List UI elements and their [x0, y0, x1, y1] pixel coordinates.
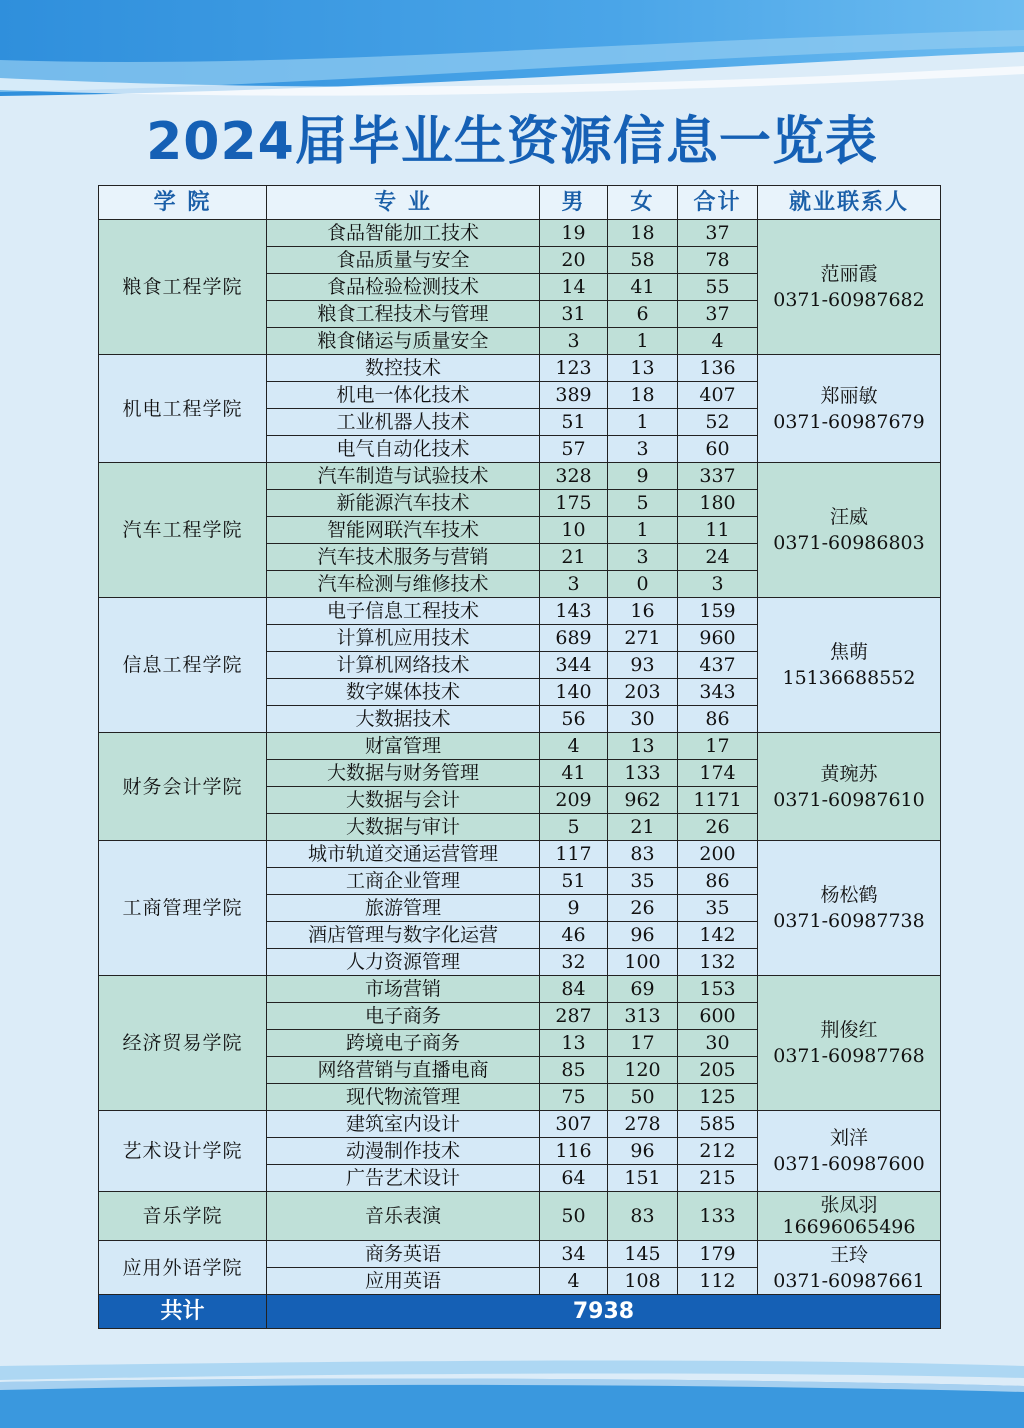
male-count: 56	[540, 706, 608, 733]
table-row	[99, 598, 941, 625]
female-count: 26	[608, 895, 678, 922]
female-count: 203	[608, 679, 678, 706]
major-name: 食品质量与安全	[267, 247, 540, 274]
header-female: 女	[608, 186, 678, 220]
male-count: 10	[540, 517, 608, 544]
major-name: 广告艺术设计	[267, 1165, 540, 1192]
contact-phone: 0371-60986803	[773, 532, 925, 554]
major-name: 建筑室内设计	[267, 1111, 540, 1138]
major-name: 数控技术	[267, 355, 540, 382]
male-count: 140	[540, 679, 608, 706]
college-name: 机电工程学院	[99, 355, 267, 463]
major-name: 工商企业管理	[267, 868, 540, 895]
major-total: 343	[678, 679, 758, 706]
header-college: 学 院	[99, 186, 267, 220]
female-count: 3	[608, 436, 678, 463]
major-total: 179	[678, 1241, 758, 1268]
major-name: 粮食储运与质量安全	[267, 328, 540, 355]
contact-phone: 16696065496	[782, 1216, 916, 1238]
major-total: 37	[678, 301, 758, 328]
major-name: 食品智能加工技术	[267, 220, 540, 247]
female-count: 58	[608, 247, 678, 274]
contact-name: 郑丽敏	[820, 384, 878, 407]
major-name: 工业机器人技术	[267, 409, 540, 436]
major-total: 585	[678, 1111, 758, 1138]
male-count: 5	[540, 814, 608, 841]
male-count: 20	[540, 247, 608, 274]
male-count: 116	[540, 1138, 608, 1165]
top-decor-band	[0, 0, 1024, 110]
major-total: 125	[678, 1084, 758, 1111]
major-name: 汽车检测与维修技术	[267, 571, 540, 598]
major-name: 城市轨道交通运营管理	[267, 841, 540, 868]
major-total: 212	[678, 1138, 758, 1165]
male-count: 32	[540, 949, 608, 976]
major-total: 407	[678, 382, 758, 409]
major-name: 大数据与审计	[267, 814, 540, 841]
male-count: 9	[540, 895, 608, 922]
table-header-row	[99, 186, 941, 220]
contact-name: 王玲	[829, 1243, 868, 1266]
contact-phone: 0371-60987661	[773, 1269, 925, 1292]
major-total: 17	[678, 733, 758, 760]
major-total: 142	[678, 922, 758, 949]
female-count: 133	[608, 760, 678, 787]
male-count: 41	[540, 760, 608, 787]
contact-name: 焦萌	[829, 641, 868, 663]
female-count: 271	[608, 625, 678, 652]
major-total: 1171	[678, 787, 758, 814]
female-count: 21	[608, 814, 678, 841]
female-count: 278	[608, 1111, 678, 1138]
college-name: 工商管理学院	[99, 841, 267, 976]
header-total: 合计	[678, 186, 758, 220]
male-count: 328	[540, 463, 608, 490]
major-total: 159	[678, 598, 758, 625]
male-count: 209	[540, 787, 608, 814]
female-count: 35	[608, 868, 678, 895]
female-count: 1	[608, 328, 678, 355]
employment-contact	[758, 976, 941, 1111]
contact-phone: 15136688552	[782, 667, 916, 689]
bottom-decor-band	[0, 1352, 1024, 1428]
employment-contact	[758, 733, 941, 841]
major-total: 86	[678, 706, 758, 733]
major-total: 133	[678, 1192, 758, 1241]
college-name: 应用外语学院	[99, 1241, 267, 1295]
female-count: 18	[608, 220, 678, 247]
female-count: 17	[608, 1030, 678, 1057]
major-name: 市场营销	[267, 976, 540, 1003]
table-row	[99, 220, 941, 247]
major-name: 汽车制造与试验技术	[267, 463, 540, 490]
college-name: 财务会计学院	[99, 733, 267, 841]
major-name: 财富管理	[267, 733, 540, 760]
major-name: 网络营销与直播电商	[267, 1057, 540, 1084]
female-count: 96	[608, 1138, 678, 1165]
table-row	[99, 733, 941, 760]
female-count: 69	[608, 976, 678, 1003]
major-total: 600	[678, 1003, 758, 1030]
table-row	[99, 841, 941, 868]
female-count: 313	[608, 1003, 678, 1030]
employment-contact	[758, 1241, 941, 1295]
male-count: 143	[540, 598, 608, 625]
major-total: 337	[678, 463, 758, 490]
contact-name: 荆俊红	[820, 1019, 878, 1041]
contact-phone: 0371-60987679	[773, 410, 925, 433]
contact-name: 刘洋	[829, 1127, 868, 1149]
male-count: 64	[540, 1165, 608, 1192]
female-count: 1	[608, 517, 678, 544]
college-name: 汽车工程学院	[99, 463, 267, 598]
major-total: 86	[678, 868, 758, 895]
male-count: 117	[540, 841, 608, 868]
employment-contact	[758, 841, 941, 976]
male-count: 4	[540, 733, 608, 760]
male-count: 13	[540, 1030, 608, 1057]
major-total: 3	[678, 571, 758, 598]
graduate-resource-table	[98, 185, 941, 1329]
major-total: 37	[678, 220, 758, 247]
major-total: 205	[678, 1057, 758, 1084]
male-count: 287	[540, 1003, 608, 1030]
major-total: 132	[678, 949, 758, 976]
major-total: 24	[678, 544, 758, 571]
major-name: 大数据技术	[267, 706, 540, 733]
female-count: 41	[608, 274, 678, 301]
male-count: 123	[540, 355, 608, 382]
male-count: 389	[540, 382, 608, 409]
employment-contact	[758, 463, 941, 598]
male-count: 3	[540, 571, 608, 598]
male-count: 51	[540, 409, 608, 436]
table-row	[99, 976, 941, 1003]
male-count: 307	[540, 1111, 608, 1138]
female-count: 120	[608, 1057, 678, 1084]
contact-phone: 0371-60987610	[773, 788, 925, 811]
female-count: 962	[608, 787, 678, 814]
female-count: 3	[608, 544, 678, 571]
female-count: 13	[608, 733, 678, 760]
male-count: 84	[540, 976, 608, 1003]
major-total: 30	[678, 1030, 758, 1057]
table-row	[99, 1192, 941, 1241]
major-name: 电气自动化技术	[267, 436, 540, 463]
male-count: 21	[540, 544, 608, 571]
employment-contact	[758, 220, 941, 355]
male-count: 46	[540, 922, 608, 949]
grand-total-value: 7938	[267, 1295, 941, 1329]
major-total: 78	[678, 247, 758, 274]
major-total: 174	[678, 760, 758, 787]
contact-phone: 0371-60987600	[773, 1153, 925, 1175]
major-name: 汽车技术服务与营销	[267, 544, 540, 571]
female-count: 83	[608, 841, 678, 868]
major-name: 跨境电子商务	[267, 1030, 540, 1057]
college-name: 信息工程学院	[99, 598, 267, 733]
major-name: 酒店管理与数字化运营	[267, 922, 540, 949]
header-major: 专 业	[267, 186, 540, 220]
male-count: 31	[540, 301, 608, 328]
male-count: 85	[540, 1057, 608, 1084]
female-count: 145	[608, 1241, 678, 1268]
male-count: 175	[540, 490, 608, 517]
major-total: 136	[678, 355, 758, 382]
contact-phone: 0371-60987682	[773, 289, 925, 311]
male-count: 51	[540, 868, 608, 895]
male-count: 19	[540, 220, 608, 247]
major-total: 180	[678, 490, 758, 517]
female-count: 100	[608, 949, 678, 976]
major-name: 机电一体化技术	[267, 382, 540, 409]
major-name: 商务英语	[267, 1241, 540, 1268]
contact-name: 杨松鹤	[820, 884, 878, 906]
table-row	[99, 1241, 941, 1268]
major-name: 大数据与会计	[267, 787, 540, 814]
employment-contact	[758, 1192, 941, 1241]
major-name: 人力资源管理	[267, 949, 540, 976]
male-count: 689	[540, 625, 608, 652]
female-count: 6	[608, 301, 678, 328]
major-total: 215	[678, 1165, 758, 1192]
major-total: 60	[678, 436, 758, 463]
female-count: 16	[608, 598, 678, 625]
contact-phone: 0371-60987738	[773, 910, 925, 932]
page-title: 2024届毕业生资源信息一览表	[146, 112, 878, 172]
contact-phone: 0371-60987768	[773, 1045, 925, 1067]
major-total: 437	[678, 652, 758, 679]
major-name: 新能源汽车技术	[267, 490, 540, 517]
major-name: 粮食工程技术与管理	[267, 301, 540, 328]
employment-contact	[758, 355, 941, 463]
grand-total-row	[99, 1295, 941, 1329]
male-count: 3	[540, 328, 608, 355]
major-total: 11	[678, 517, 758, 544]
major-total: 4	[678, 328, 758, 355]
table-row	[99, 355, 941, 382]
major-name: 电子商务	[267, 1003, 540, 1030]
major-name: 食品检验检测技术	[267, 274, 540, 301]
female-count: 93	[608, 652, 678, 679]
major-name: 旅游管理	[267, 895, 540, 922]
female-count: 0	[608, 571, 678, 598]
table-row	[99, 463, 941, 490]
male-count: 14	[540, 274, 608, 301]
major-total: 55	[678, 274, 758, 301]
male-count: 75	[540, 1084, 608, 1111]
major-name: 计算机网络技术	[267, 652, 540, 679]
header-male: 男	[540, 186, 608, 220]
major-name: 动漫制作技术	[267, 1138, 540, 1165]
major-name: 现代物流管理	[267, 1084, 540, 1111]
female-count: 108	[608, 1268, 678, 1295]
female-count: 151	[608, 1165, 678, 1192]
college-name: 音乐学院	[99, 1192, 267, 1241]
female-count: 96	[608, 922, 678, 949]
employment-contact	[758, 1111, 941, 1192]
contact-name: 范丽霞	[820, 263, 878, 285]
female-count: 5	[608, 490, 678, 517]
table-row	[99, 1111, 941, 1138]
major-total: 26	[678, 814, 758, 841]
major-name: 数字媒体技术	[267, 679, 540, 706]
female-count: 30	[608, 706, 678, 733]
male-count: 57	[540, 436, 608, 463]
major-total: 153	[678, 976, 758, 1003]
female-count: 50	[608, 1084, 678, 1111]
major-total: 960	[678, 625, 758, 652]
female-count: 13	[608, 355, 678, 382]
contact-name: 黄琬苏	[820, 762, 878, 785]
college-name: 经济贸易学院	[99, 976, 267, 1111]
female-count: 9	[608, 463, 678, 490]
female-count: 83	[608, 1192, 678, 1241]
major-total: 35	[678, 895, 758, 922]
male-count: 34	[540, 1241, 608, 1268]
male-count: 4	[540, 1268, 608, 1295]
employment-contact	[758, 598, 941, 733]
contact-name: 汪威	[829, 506, 868, 528]
header-contact: 就业联系人	[758, 186, 941, 220]
college-name: 粮食工程学院	[99, 220, 267, 355]
female-count: 1	[608, 409, 678, 436]
major-name: 音乐表演	[267, 1192, 540, 1241]
major-name: 计算机应用技术	[267, 625, 540, 652]
male-count: 50	[540, 1192, 608, 1241]
major-name: 电子信息工程技术	[267, 598, 540, 625]
major-name: 应用英语	[267, 1268, 540, 1295]
major-name: 智能网联汽车技术	[267, 517, 540, 544]
major-total: 52	[678, 409, 758, 436]
major-name: 大数据与财务管理	[267, 760, 540, 787]
female-count: 18	[608, 382, 678, 409]
major-total: 112	[678, 1268, 758, 1295]
college-name: 艺术设计学院	[99, 1111, 267, 1192]
grand-total-label: 共计	[99, 1295, 267, 1329]
contact-name: 张凤羽	[820, 1194, 878, 1216]
major-total: 200	[678, 841, 758, 868]
male-count: 344	[540, 652, 608, 679]
